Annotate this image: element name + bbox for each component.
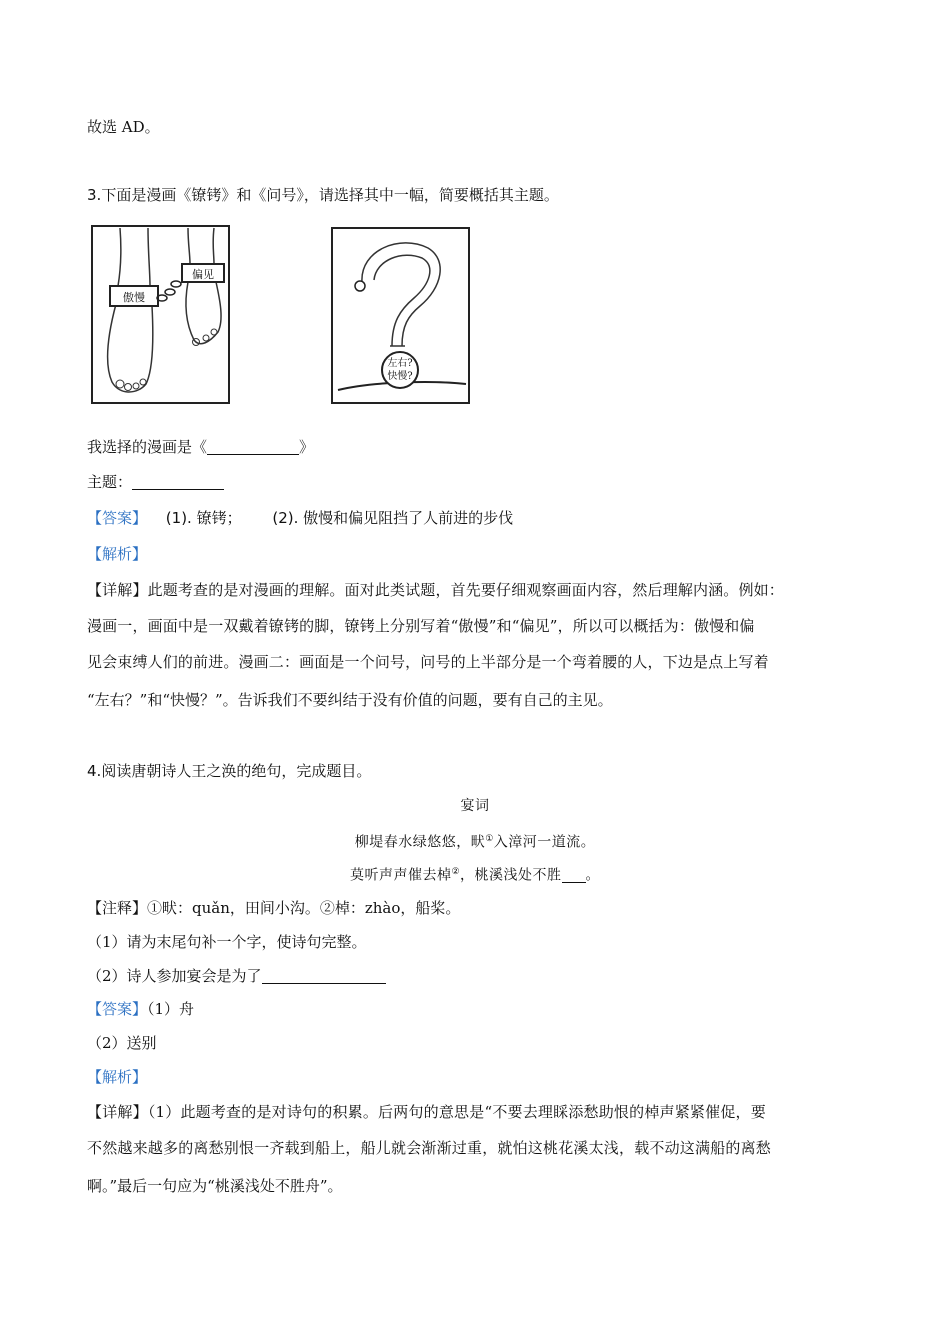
poem-line-2-part-b: ，桃溪浅处不胜 <box>460 867 562 884</box>
q3-answer-line <box>87 508 513 528</box>
shackle-label-prejudice: 偏见 <box>192 268 214 281</box>
ball-label-line2: 快慢? <box>387 371 413 382</box>
question-number: 3. <box>87 186 102 204</box>
answer-part-2: （2）送别 <box>87 1034 157 1052</box>
choice-prefix: 我选择的漫画是《 <box>87 438 208 456</box>
question-3-stem <box>87 185 559 205</box>
question-4-stem <box>87 761 371 781</box>
detail-tag: 【详解】 <box>87 1103 148 1121</box>
q4-detail-line-2: 不然越来越多的离愁别恨一齐载到船上，船儿就会渐渐过重，就怕这桃花溪太浅，载不动这满船的离愁 <box>87 1139 772 1157</box>
sub-question-1: （1）请为末尾句补一个字，使诗句完整。 <box>87 933 367 951</box>
theme-label: 主题： <box>87 473 133 491</box>
q4-detail-line-1 <box>87 1102 766 1122</box>
q4-detail-line-3: 啊。”最后一句应为“桃溪浅处不胜舟”。 <box>87 1177 343 1195</box>
shackle-label-arrogance: 傲慢 <box>123 291 145 304</box>
poem-blank[interactable] <box>562 866 586 883</box>
q3-analysis-tag: 【解析】 <box>87 545 148 563</box>
poem-line-1 <box>87 829 863 853</box>
footnote-mark-1: ① <box>485 834 494 844</box>
q4-analysis-tag: 【解析】 <box>87 1068 148 1086</box>
answer-tag: 【答案】 <box>87 509 148 527</box>
theme-line <box>87 472 224 492</box>
q4-answer-line <box>87 999 194 1019</box>
comic-shackles <box>90 224 232 406</box>
poem-line-1-part-b: 入漳河一道流。 <box>493 834 596 851</box>
poem-title: 宴词 <box>460 798 490 814</box>
choice-line <box>87 437 314 457</box>
sub-question-2 <box>87 966 386 986</box>
question-text: 阅读唐朝诗人王之涣的绝句，完成题目。 <box>101 762 372 780</box>
choice-blank[interactable] <box>207 438 299 455</box>
q3-detail-line-4: “左右？”和“快慢？”。告诉我们不要纠结于没有价值的问题，要有自己的主见。 <box>87 691 613 709</box>
poem-line-2-part-a: 莫听声声催去棹 <box>349 867 452 884</box>
answer-part-2: (2). 傲慢和偏见阻挡了人前进的步伐 <box>272 509 514 527</box>
previous-answer-conclusion: 故选 AD。 <box>87 118 160 136</box>
question-mark-illustration <box>330 226 472 406</box>
footnote-mark-2: ② <box>451 867 461 877</box>
ball-label-line1: 左右? <box>387 358 413 369</box>
question-text: 下面是漫画《镣铐》和《问号》，请选择其中一幅，简要概括其主题。 <box>101 186 559 204</box>
q3-detail-line-2: 漫画一，画面中是一双戴着镣铐的脚，镣铐上分别写着“傲慢”和“偏见”，所以可以概括为：傲慢和偏 <box>87 617 755 635</box>
poem-line-2 <box>87 862 863 886</box>
comic-question-mark <box>330 226 472 406</box>
purpose-blank[interactable] <box>262 967 386 984</box>
shackles-illustration <box>90 224 232 406</box>
q3-detail-line-1: 【详解】此题考查的是对漫画的理解。面对此类试题，首先要仔细观察画面内容，然后理解内涵。例如： <box>87 581 784 599</box>
answer-part-1: （1）舟 <box>147 1000 195 1018</box>
choice-suffix: 》 <box>299 438 315 456</box>
sub-question-2-text: （2）诗人参加宴会是为了 <box>87 967 262 985</box>
question-number: 4. <box>87 762 102 780</box>
poem-line-1-part-a: 柳堤春水绿悠悠，畎 <box>354 834 486 851</box>
answer-tag: 【答案】 <box>87 1000 148 1018</box>
q3-detail-line-3: 见会束缚人们的前进。漫画二：画面是一个问号，问号的上半部分是一个弯着腰的人，下边是点上写着 <box>87 653 769 671</box>
answer-part-1: (1). 镣铐； <box>165 509 242 527</box>
detail-text: （1）此题考查的是对诗句的积累。后两句的意思是“不要去理睬添愁助恨的棹声紧紧催促，要 <box>147 1103 766 1121</box>
poem-line-2-end: 。 <box>585 867 601 884</box>
theme-blank[interactable] <box>132 473 224 490</box>
poem-note: 【注释】①畎：quǎn，田间小沟。②棹：zhào，船桨。 <box>87 899 461 917</box>
